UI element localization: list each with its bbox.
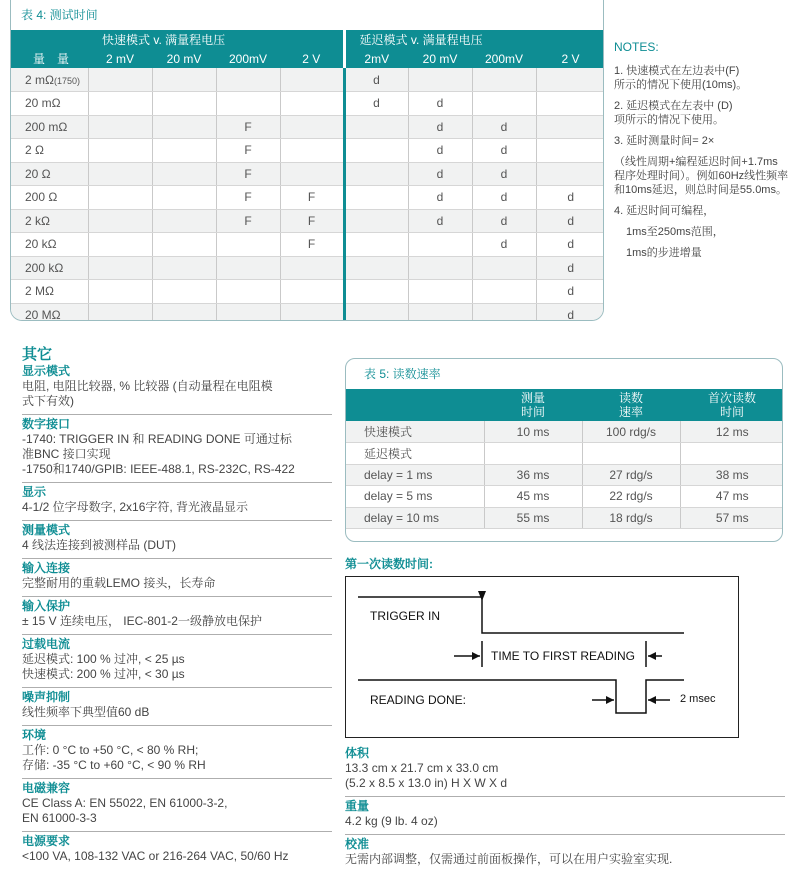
mode-cell: d: [344, 92, 408, 116]
mode-cell: [280, 280, 344, 304]
table5-column-header: [346, 389, 484, 421]
spec-text: 式下有效): [22, 394, 74, 408]
mode-cell: [152, 92, 216, 116]
spec-heading: 数字接口: [22, 417, 71, 431]
mode-cell: [280, 303, 344, 321]
rate-cell: 36 ms: [484, 464, 582, 486]
spec-heading: 电磁兼容: [22, 781, 71, 795]
note-2: [614, 99, 790, 127]
mode-cell: [152, 256, 216, 280]
spec-text: 4.2 kg (9 lb. 4 oz): [345, 814, 438, 828]
spec-heading: 电源要求: [22, 834, 71, 848]
rate-cell: 55 ms: [484, 507, 582, 529]
mode-cell: d: [408, 92, 472, 116]
mode-cell: [472, 256, 536, 280]
mode-cell: d: [472, 186, 536, 210]
note-3-line1: 3. 延时测量时间= 2×: [614, 135, 715, 147]
mode-cell: [280, 256, 344, 280]
mode-cell: [536, 139, 604, 163]
mode-cell: [88, 92, 152, 116]
range-value: 200 kΩ: [25, 260, 64, 275]
spec-heading: 过载电流: [22, 637, 71, 651]
mode-cell: [344, 303, 408, 321]
table5-column-header: [680, 389, 783, 421]
table4-row: [11, 233, 604, 257]
spec-heading: 输入连接: [22, 561, 71, 575]
mode-cell: d: [472, 209, 536, 233]
rate-cell: 57 ms: [680, 507, 783, 529]
range-label: [11, 92, 88, 116]
mode-cell: [344, 209, 408, 233]
table5-row: [346, 486, 783, 508]
range-value: 20 kΩ: [25, 237, 57, 252]
mode-cell: d: [472, 139, 536, 163]
spec-digital-interface: [22, 414, 332, 477]
note-4: [614, 204, 790, 218]
two-msec-label: 2 msec: [680, 693, 716, 705]
note-4-line1: 4. 延迟时间可编程，: [614, 205, 715, 217]
rate-cell: 18 rdg/s: [582, 507, 680, 529]
diagram-title: 第一次读数时间:: [345, 557, 433, 571]
header-line: 时间: [719, 405, 744, 419]
mode-cell: [88, 68, 152, 92]
mode-cell: [88, 233, 152, 257]
column-header-2: 200mV: [216, 49, 280, 68]
mode-cell: d: [536, 303, 604, 321]
spec-heading: 体积: [345, 746, 370, 760]
mode-cell: [280, 92, 344, 116]
ttfr-right-head: [648, 652, 656, 660]
mode-cell: [536, 115, 604, 139]
rate-cell: 38 ms: [680, 464, 783, 486]
mode-cell: [152, 233, 216, 257]
note-3-detail: （线性周期+编程延迟时间+1.7ms 程序处理时间）。例如60Hz线性频率和10ms延迟，则总时间是55.0ms。: [614, 156, 789, 196]
spec-text: 准BNC 接口实现: [22, 447, 111, 461]
rate-cell: [582, 443, 680, 465]
spec-text: 线性频率下典型值60 dB: [22, 705, 150, 719]
group-delay-label: 延迟模式 v. 满量程电压: [344, 30, 604, 49]
mode-cell: F: [216, 115, 280, 139]
mode-cell: [536, 162, 604, 186]
notes-panel: [614, 40, 790, 267]
note-4-line3: 1ms的步进增量: [626, 247, 702, 259]
note-1-line2: 所示的情况下使用(10ms)。: [614, 79, 748, 91]
spec-text: EN 61000-3-3: [22, 811, 97, 825]
spec-text: <100 VA, 108-132 VAC or 216-264 VAC, 50/60 Hz: [22, 849, 289, 863]
range-label: [11, 256, 88, 280]
mode-cell: [88, 256, 152, 280]
column-header-0: 2 mV: [88, 49, 152, 68]
mode-cell: F: [280, 209, 344, 233]
range-label: [11, 186, 88, 210]
header-line: 首次读数: [707, 391, 756, 405]
range-note: (1750): [53, 75, 80, 86]
mode-cell: [88, 209, 152, 233]
mode-cell: [280, 139, 344, 163]
range-label: [11, 280, 88, 304]
rate-cell: 12 ms: [680, 421, 783, 443]
header-line: 读数: [618, 391, 643, 405]
mode-cell: [88, 186, 152, 210]
column-header-5: 20 mV: [408, 49, 472, 68]
spec-heading: 显示模式: [22, 364, 71, 378]
mode-cell: [408, 68, 472, 92]
mode-cell: [152, 280, 216, 304]
mode-cell: [280, 162, 344, 186]
mode-cell: [216, 68, 280, 92]
spec-display-mode: [22, 362, 332, 409]
spec-heading: 显示: [22, 485, 47, 499]
table4-row: [11, 139, 604, 163]
spec-text: 存储: -35 °C to +60 °C, < 90 % RH: [22, 758, 206, 772]
table4-title: 表 4: 测试时间: [21, 8, 98, 22]
spec-measure-mode: [22, 520, 332, 553]
spec-text: -1740: TRIGGER IN 和 READING DONE 可通过标: [22, 432, 292, 446]
range-value: 2 kΩ: [25, 213, 50, 228]
spec-text: 工作: 0 °C to +50 °C, < 80 % RH;: [22, 743, 199, 757]
range-value: 200 mΩ: [25, 119, 68, 134]
mode-cell: d: [536, 280, 604, 304]
mode-cell: F: [216, 139, 280, 163]
rate-cell: 27 rdg/s: [582, 464, 680, 486]
mode-cell: d: [472, 115, 536, 139]
range-value: 20 MΩ: [25, 307, 61, 321]
table4-row: [11, 280, 604, 304]
spec-emc: [22, 778, 332, 826]
mode-cell: d: [536, 256, 604, 280]
mode-cell: [152, 115, 216, 139]
mode-cell: d: [408, 115, 472, 139]
range-label: [11, 233, 88, 257]
mode-cell: d: [472, 233, 536, 257]
mode-cell: [216, 256, 280, 280]
mode-cell: [472, 92, 536, 116]
mode-cell: [344, 186, 408, 210]
range-label: [11, 139, 88, 163]
mode-cell: [88, 115, 152, 139]
rate-cell: [484, 443, 582, 465]
table4-row: [11, 256, 604, 280]
table5-row: [346, 507, 783, 529]
note-2-line1: 2. 延迟模式在左表中 (D): [614, 100, 733, 112]
spec-heading: 环境: [22, 728, 47, 742]
spec-power: [22, 831, 332, 864]
mode-label: delay = 5 ms: [346, 486, 484, 508]
table4-row: [11, 92, 604, 116]
spec-noise-rejection: [22, 687, 332, 720]
mode-cell: d: [408, 139, 472, 163]
note-1: [614, 64, 790, 92]
mode-cell: [152, 303, 216, 321]
mode-cell: F: [216, 209, 280, 233]
group-fast-label: 快速模式 v. 满量程电压: [88, 30, 344, 49]
msec-left-head: [606, 696, 614, 704]
table4-panel: [10, 0, 604, 321]
mode-cell: [216, 92, 280, 116]
table4-body: [11, 68, 604, 321]
table5-title: 表 5: 读数速率: [364, 367, 441, 381]
table5-row: [346, 421, 783, 443]
spec-heading: 校准: [345, 837, 370, 851]
spec-text: 延迟模式: 100 % 过冲, < 25 µs: [22, 652, 185, 666]
mode-cell: [152, 68, 216, 92]
note-4-line2: 1ms至250ms范围，: [626, 226, 724, 238]
column-header-7: 2 V: [536, 49, 604, 68]
spec-heading: 噪声抑制: [22, 690, 71, 704]
mode-label: 快速模式: [346, 421, 484, 443]
table4-group-header: [11, 30, 604, 49]
mode-cell: [216, 233, 280, 257]
spec-environment: [22, 725, 332, 773]
range-label: [11, 303, 88, 321]
mode-cell: [88, 303, 152, 321]
column-header-4: 2mV: [344, 49, 408, 68]
table5-body: [346, 421, 783, 529]
column-header-3: 2 V: [280, 49, 344, 68]
mode-cell: [344, 115, 408, 139]
range-value: 2 Ω: [25, 143, 44, 158]
trigger-down-arrow: [478, 591, 486, 601]
rate-cell: 22 rdg/s: [582, 486, 680, 508]
mode-cell: d: [408, 162, 472, 186]
mode-label: delay = 1 ms: [346, 464, 484, 486]
range-value: 200 Ω: [25, 190, 58, 205]
table5-row: [346, 464, 783, 486]
table4-grid: [11, 30, 604, 321]
mode-cell: [472, 68, 536, 92]
mode-cell: d: [536, 209, 604, 233]
mode-cell: d: [408, 209, 472, 233]
mode-cell: [152, 139, 216, 163]
mode-cell: [344, 256, 408, 280]
mode-cell: d: [344, 68, 408, 92]
physical-specs-list: [345, 744, 785, 872]
mode-cell: F: [216, 186, 280, 210]
first-reading-diagram: [345, 576, 739, 738]
header-line: 速率: [618, 405, 643, 419]
spec-weight: [345, 796, 785, 829]
mode-cell: [408, 303, 472, 321]
reading-done-label: READING DONE:: [370, 693, 467, 707]
mode-cell: [216, 303, 280, 321]
table5-column-header: [484, 389, 582, 421]
table4-row: [11, 68, 604, 92]
mode-cell: [280, 68, 344, 92]
mode-cell: [152, 209, 216, 233]
mode-cell: [408, 256, 472, 280]
spec-input-protection: [22, 596, 332, 629]
mode-cell: [344, 162, 408, 186]
mode-cell: [152, 186, 216, 210]
mode-cell: [344, 233, 408, 257]
table4-column-header: [11, 49, 604, 68]
table4-row: [11, 186, 604, 210]
spec-text: 4-1/2 位字母数字, 2x16字符, 背光液晶显示: [22, 500, 249, 514]
mode-cell: [408, 280, 472, 304]
range-value: 2 mΩ: [25, 72, 54, 87]
spec-heading: 测量模式: [22, 523, 71, 537]
table4-row: [11, 162, 604, 186]
spec-input-connection: [22, 558, 332, 591]
other-section-title: 其它: [22, 346, 53, 363]
mode-cell: d: [536, 186, 604, 210]
spec-volume: [345, 744, 785, 791]
spec-text: 无需内部调整，仅需通过前面板操作，可以在用户实验室实现.: [345, 852, 673, 866]
spec-text: 完整耐用的重载LEMO 接头，长寿命: [22, 576, 216, 590]
mode-cell: [536, 68, 604, 92]
mode-label: delay = 10 ms: [346, 507, 484, 529]
mode-cell: [408, 233, 472, 257]
column-header-1: 20 mV: [152, 49, 216, 68]
mode-cell: [280, 115, 344, 139]
spec-heading: 重量: [345, 799, 370, 813]
mode-cell: d: [408, 186, 472, 210]
mode-cell: d: [472, 162, 536, 186]
range-value: 20 Ω: [25, 166, 51, 181]
spec-text: CE Class A: EN 55022, EN 61000-3-2,: [22, 796, 228, 810]
table5-panel: [345, 358, 783, 542]
table4-row: [11, 303, 604, 321]
mode-cell: [472, 280, 536, 304]
header-line: 时间: [520, 405, 545, 419]
header-line: 测量: [520, 391, 545, 405]
column-header-6: 200mV: [472, 49, 536, 68]
mode-cell: [216, 280, 280, 304]
mode-cell: [88, 162, 152, 186]
note-2-line2: 项所示的情况下使用。: [614, 114, 724, 126]
spec-heading: 输入保护: [22, 599, 71, 613]
note-1-line1: 1. 快速模式在左边表中(F): [614, 65, 740, 77]
range-header: 量 量: [11, 49, 88, 68]
ttfr-left-head: [472, 652, 480, 660]
range-label: [11, 209, 88, 233]
mode-cell: [344, 139, 408, 163]
table4-row: [11, 115, 604, 139]
mode-cell: F: [280, 186, 344, 210]
rate-cell: [680, 443, 783, 465]
mode-label: 延迟模式: [346, 443, 484, 465]
trigger-in-label: TRIGGER IN: [370, 609, 441, 623]
rate-cell: 47 ms: [680, 486, 783, 508]
mode-cell: d: [536, 233, 604, 257]
mode-cell: [472, 303, 536, 321]
msec-right-head: [648, 696, 656, 704]
mode-cell: [152, 162, 216, 186]
spec-text: 4 线法连接到被测样品 (DUT): [22, 538, 176, 552]
range-label: [11, 115, 88, 139]
note-3: [614, 134, 790, 148]
table4-row: [11, 209, 604, 233]
mode-cell: [88, 280, 152, 304]
spec-overload-current: [22, 634, 332, 682]
mode-cell: [536, 92, 604, 116]
spec-text: ± 15 V 连续电压， IEC-801-2一级静放电保护: [22, 614, 262, 628]
table5-row: [346, 443, 783, 465]
range-value: 2 MΩ: [25, 284, 54, 299]
notes-title: NOTES:: [614, 40, 659, 54]
range-label: [11, 68, 88, 92]
table5-column-header: [582, 389, 680, 421]
range-value: 20 mΩ: [25, 96, 61, 111]
rate-cell: 100 rdg/s: [582, 421, 680, 443]
spec-text: 13.3 cm x 21.7 cm x 33.0 cm: [345, 761, 499, 775]
rate-cell: 45 ms: [484, 486, 582, 508]
time-to-first-reading-label: TIME TO FIRST READING: [491, 649, 636, 663]
spec-display: [22, 482, 332, 515]
spec-text: 电阻, 电阻比较器, % 比较器 (自动量程在电阻模: [22, 379, 273, 393]
range-label: [11, 162, 88, 186]
table5-header: [346, 389, 783, 421]
mode-cell: [88, 139, 152, 163]
spec-text: -1750和1740/GPIB: IEEE-488.1, RS-232C, RS-422: [22, 462, 295, 476]
other-specs-list: [22, 362, 332, 869]
mode-cell: F: [280, 233, 344, 257]
mode-cell: [344, 280, 408, 304]
spec-text: (5.2 x 8.5 x 13.0 in) H X W X d: [345, 776, 508, 790]
spec-text: 快速模式: 200 % 过冲, < 30 µs: [22, 667, 185, 681]
rate-cell: 10 ms: [484, 421, 582, 443]
mode-cell: F: [216, 162, 280, 186]
spec-calibration: [345, 834, 785, 867]
table5-grid: [346, 389, 783, 529]
